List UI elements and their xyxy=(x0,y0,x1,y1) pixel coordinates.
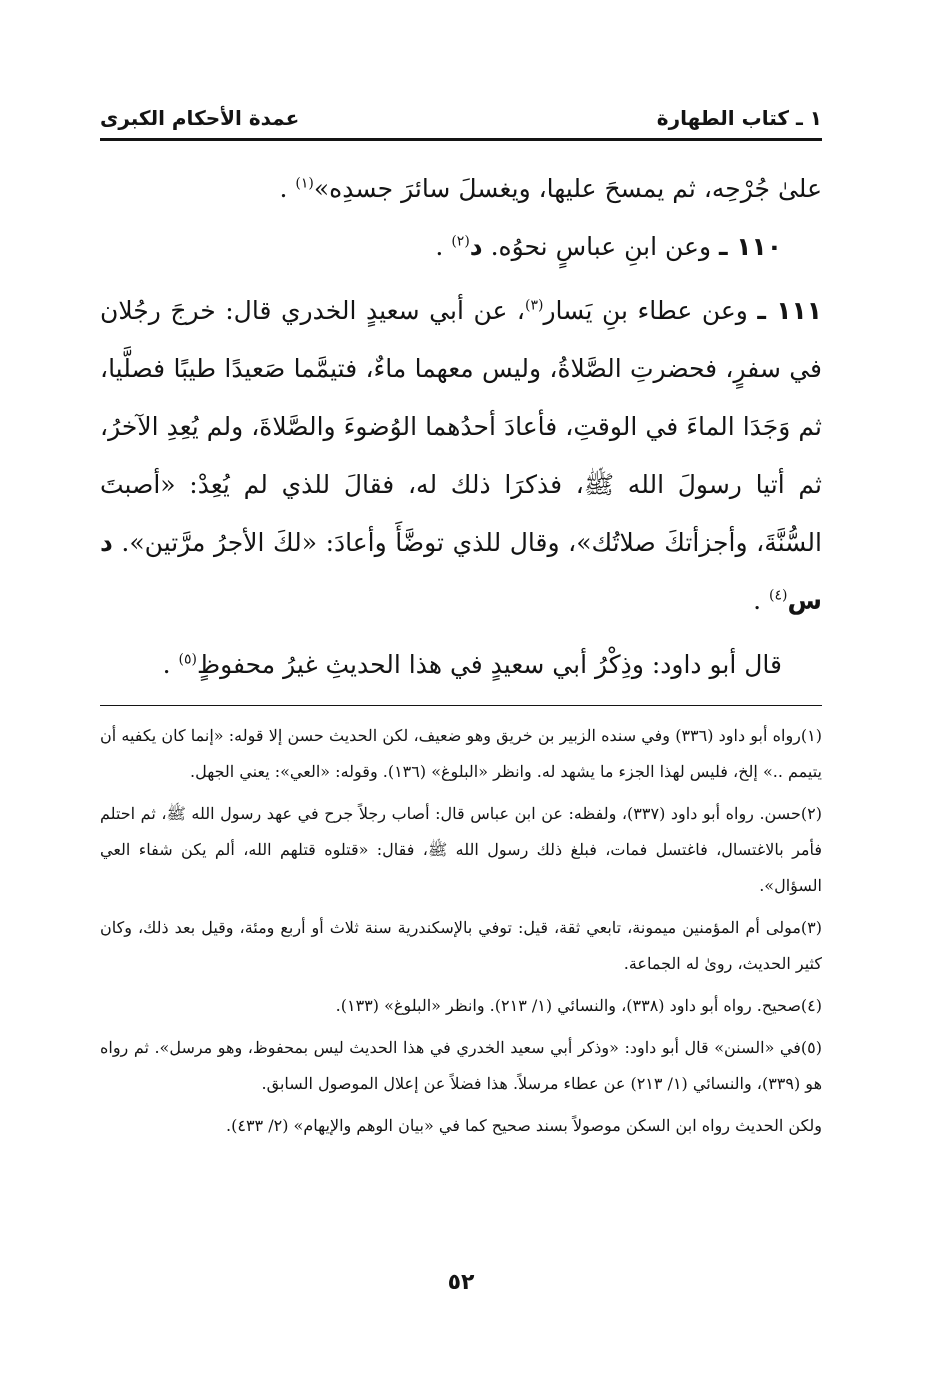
footnote-continuation: ولكن الحديث رواه ابن السكن موصولاً بسند صحيح كما في «بيان الوهم والإيهام» (٢/ ٤٣٣). xyxy=(226,1116,822,1135)
hadith-text: وعن ابنِ عباسٍ نحوُه. xyxy=(482,232,719,261)
punctuation: . xyxy=(753,586,770,615)
source-sigla: د xyxy=(469,232,483,261)
paragraph-text: علىٰ جُرْحِه، ثم يمسحَ عليها، ويغسلَ سائرَ جسدِه» xyxy=(313,174,822,203)
punctuation: . xyxy=(162,650,179,679)
footnote-2 xyxy=(100,796,822,904)
paragraph-text: قال أبو داود: وذِكْرُ أبي سعيدٍ في هذا الحديثِ غيرُ محفوظٍ xyxy=(196,650,782,679)
footnote-ref: (٤) xyxy=(769,587,788,604)
paragraph-continuation xyxy=(100,160,822,218)
punctuation: . xyxy=(435,232,452,261)
footnote-text: في «السنن» قال أبو داود: «وذكر أبي سعيد الخدري في هذا الحديث ليس بمحفوظ، وهو مرسل». ثم رواه هو (٣٣٩)، والنسائي (١/ ٢١٣) عن عطاء مرسلاً. هذا فضلاً عن إعلال الموصول السابق. xyxy=(100,1038,822,1093)
footnote-1 xyxy=(100,718,822,790)
hadith-110 xyxy=(100,218,822,276)
footnote-5 xyxy=(100,1030,822,1102)
footnote-number: (٢) xyxy=(800,804,822,823)
footnote-4 xyxy=(100,988,822,1024)
footnote-number: (٣) xyxy=(800,918,823,937)
footnote-separator xyxy=(100,705,822,706)
footnote-text: مولى أم المؤمنين ميمونة، تابعي ثقة، قيل: توفي بالإسكندرية سنة ثلاث أو أربع ومئة، وقيل بعد ذلك، وكان كثير الحديث، روىٰ له الجماعة. xyxy=(100,918,822,973)
footnote-ref: (٢) xyxy=(451,233,470,250)
book-title: عمدة الأحكام الكبرى xyxy=(100,106,300,130)
footnote-number: (٤) xyxy=(800,996,822,1015)
hadith-text: وعن عطاء بنِ يَسار xyxy=(543,296,758,325)
chapter-title: ١ ـ كتاب الطهارة xyxy=(656,106,822,130)
footnote-number: (١) xyxy=(800,726,822,745)
page-number: ٥٢ xyxy=(447,1270,475,1295)
hadith-number: ١١٠ ـ xyxy=(718,232,782,261)
footnote-text: حسن. رواه أبو داود (٣٣٧)، ولفظه: عن ابن عباس قال: أصاب رجلاً جرح في عهد رسول الله ﷺ، ثم احتلم فأمر بالاغتسال، فاغتسل فمات، فبلغ ذلك رسول الله ﷺ، فقال: «قتلوه قتلهم الله، ألم يكن شفاء العي السؤال». xyxy=(100,804,822,895)
hadith-number: ١١١ ـ xyxy=(757,296,822,325)
footnote-ref: (٥) xyxy=(178,651,197,668)
footnote-ref: (٣) xyxy=(525,297,544,314)
hadith-text: ، عن أبي سعيدٍ الخدري قال: خرجَ رجُلان في سفرٍ، فحضرتِ الصَّلاةُ، وليس معهما ماءٌ، فتيمَّما صَعيدًا طيبًا فصلَّيا، ثم وَجَدَا الماءَ في الوقتِ، فأعادَ أحدُهما الوُضوءَ والصَّلاةَ، ولم يُعِدِ الآخرُ، ثم أتيا رسولَ الله ﷺ، فذكرَا ذلك له، فقالَ للذي لم يُعِدْ: «أصبتَ السُّنَّةَ، وأجزأتكَ صلاتُك»، وقال للذي توضَّأَ وأعادَ: «لكَ الأجرُ مرَّتين». xyxy=(100,296,822,557)
footnote-text: رواه أبو داود (٣٣٦) وفي سنده الزبير بن خريق وهو ضعيف، لكن الحديث حسن إلا قوله: «إنما كان يكفيه أن يتيمم ..» إلخ، فليس لهذا الجزء ما يشهد له. وانظر «البلوغ» (١٣٦). وقوله: «العي»: يعني الجهل. xyxy=(100,726,822,781)
main-text xyxy=(100,160,822,694)
footnote-ref: (١) xyxy=(295,175,314,192)
header-rule xyxy=(100,138,822,141)
hadith-111 xyxy=(100,282,822,630)
footnotes xyxy=(100,718,822,1150)
book-page xyxy=(100,0,822,1392)
running-header xyxy=(100,98,822,138)
source-sigla: د س xyxy=(100,528,822,615)
punctuation: . xyxy=(279,174,296,203)
footnote-number: (٥) xyxy=(800,1038,822,1057)
abu-dawud-note xyxy=(100,636,822,694)
footnote-text: صحيح. رواه أبو داود (٣٣٨)، والنسائي (١/ ٢١٣). وانظر «البلوغ» (١٣٣). xyxy=(335,996,801,1015)
footnote-3 xyxy=(100,910,822,982)
